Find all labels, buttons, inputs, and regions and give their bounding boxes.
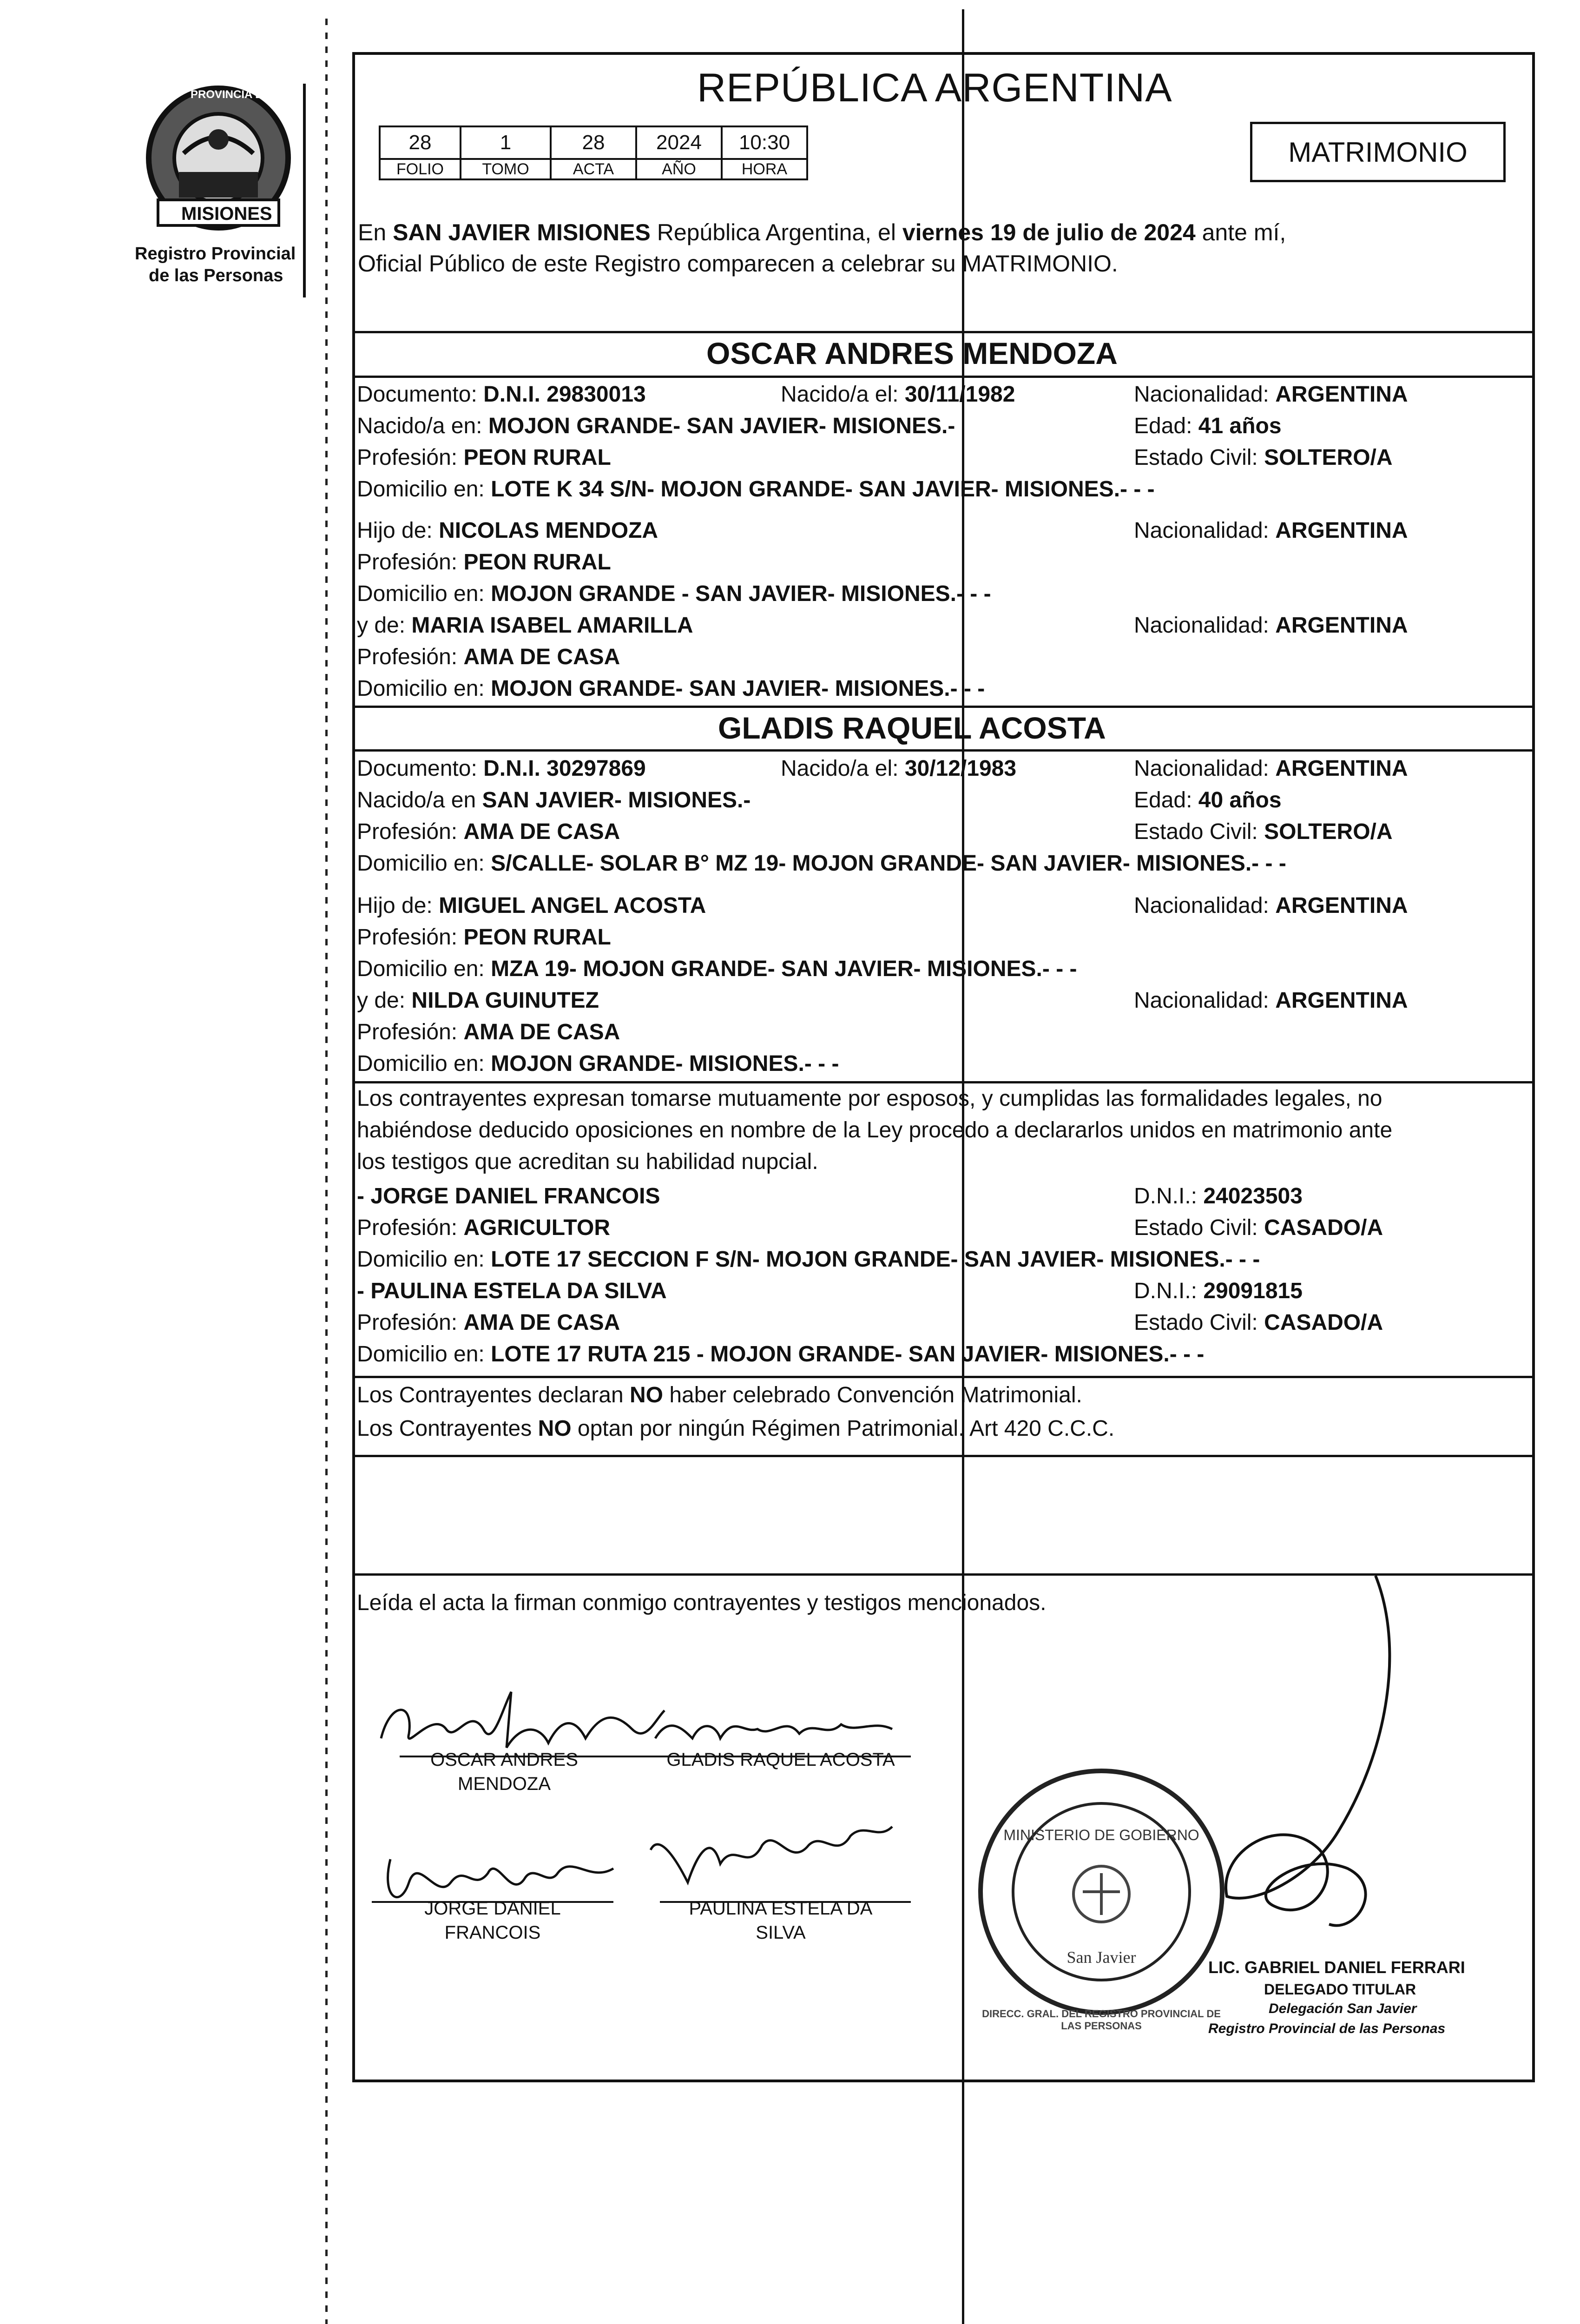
groom-father-profession: Profesión: PEON RURAL bbox=[357, 550, 611, 574]
bride-signature-name: GLADIS RAQUEL ACOSTA bbox=[666, 1750, 895, 1770]
groom-mother-profession: Profesión: AMA DE CASA bbox=[357, 645, 620, 669]
bride-father-profession: Profesión: PEON RURAL bbox=[357, 925, 611, 950]
regime-line-2: Los Contrayentes NO optan por ningún Régimen Patrimonial. Art 420 C.C.C. bbox=[357, 1416, 1115, 1441]
bride-name: GLADIS RAQUEL ACOSTA bbox=[718, 711, 1106, 745]
official-office: Delegación San Javier bbox=[1269, 2001, 1417, 2016]
margin-dots bbox=[325, 19, 328, 2324]
groom-age: Edad: 41 años bbox=[1134, 414, 1282, 438]
divider bbox=[352, 376, 1535, 378]
groom-nationality: Nacionalidad: ARGENTINA bbox=[1134, 382, 1408, 407]
witness-2-profession: Profesión: AMA DE CASA bbox=[357, 1310, 620, 1335]
divider bbox=[352, 331, 1535, 333]
bride-birthdate: Nacido/a el: 30/12/1983 bbox=[781, 756, 1017, 781]
declaration-line-3: los testigos que acreditan su habilidad nupcial. bbox=[357, 1149, 818, 1174]
bride-civil-status: Estado Civil: SOLTERO/A bbox=[1134, 819, 1393, 844]
groom-signature-name: OSCAR ANDRES MENDOZA bbox=[430, 1750, 578, 1794]
witness-2-civil-status: Estado Civil: CASADO/A bbox=[1134, 1310, 1383, 1335]
registry-name-2: de las Personas bbox=[149, 266, 283, 285]
divider bbox=[352, 706, 1535, 708]
official-name: LIC. GABRIEL DANIEL FERRARI bbox=[1208, 1958, 1465, 1977]
bride-nationality: Nacionalidad: ARGENTINA bbox=[1134, 756, 1408, 781]
witness-2-signature bbox=[641, 1803, 902, 1906]
groom-mother: y de: MARIA ISABEL AMARILLA bbox=[357, 613, 693, 638]
witness-1-signature-name: JORGE DANIEL FRANCOIS bbox=[424, 1898, 561, 1943]
closing-statement: Leída el acta la firman conmigo contrayentes y testigos mencionados. bbox=[357, 1591, 1047, 1615]
bride-mother: y de: NILDA GUINUTEZ bbox=[357, 988, 599, 1013]
margin-rule bbox=[303, 84, 306, 297]
country-title: REPÚBLICA ARGENTINA bbox=[697, 66, 1172, 110]
groom-father-nationality: Nacionalidad: ARGENTINA bbox=[1134, 518, 1408, 543]
bride-mother-address: Domicilio en: MOJON GRANDE- MISIONES.- - - bbox=[357, 1051, 839, 1076]
groom-address: Domicilio en: LOTE K 34 S/N- MOJON GRANDE- SAN JAVIER- MISIONES.- - - bbox=[357, 477, 1155, 502]
folio-label: FOLIO bbox=[380, 159, 461, 179]
groom-birthplace: Nacido/a en: MOJON GRANDE- SAN JAVIER- MISIONES.- bbox=[357, 414, 955, 438]
official-org: Registro Provincial de las Personas bbox=[1208, 2021, 1446, 2036]
record-type-box bbox=[1250, 122, 1506, 182]
divider bbox=[352, 749, 1535, 752]
hora-label: HORA bbox=[722, 159, 807, 179]
hora-value: 10:30 bbox=[722, 126, 807, 159]
groom-mother-nationality: Nacionalidad: ARGENTINA bbox=[1134, 613, 1408, 638]
groom-father: Hijo de: NICOLAS MENDOZA bbox=[357, 518, 658, 543]
groom-civil-status: Estado Civil: SOLTERO/A bbox=[1134, 445, 1393, 470]
witness-1-civil-status: Estado Civil: CASADO/A bbox=[1134, 1215, 1383, 1240]
regime-line-1: Los Contrayentes declaran NO haber celebrado Convención Matrimonial. bbox=[357, 1383, 1082, 1407]
acta-value: 28 bbox=[551, 126, 636, 159]
intro-line-2: Oficial Público de este Registro comparecen a celebrar su MATRIMONIO. bbox=[358, 251, 1118, 277]
groom-birthdate: Nacido/a el: 30/11/1982 bbox=[781, 382, 1015, 407]
groom-father-address: Domicilio en: MOJON GRANDE - SAN JAVIER- MISIONES.- - - bbox=[357, 581, 991, 606]
bride-father: Hijo de: MIGUEL ANGEL ACOSTA bbox=[357, 893, 706, 918]
official-title: DELEGADO TITULAR bbox=[1264, 1981, 1416, 1998]
tomo-value: 1 bbox=[461, 126, 551, 159]
divider bbox=[352, 1376, 1535, 1378]
bride-profession: Profesión: AMA DE CASA bbox=[357, 819, 620, 844]
bride-age: Edad: 40 años bbox=[1134, 788, 1282, 812]
declaration-line-1: Los contrayentes expresan tomarse mutuamente por esposos, y cumplidas las formalidades legales, no bbox=[357, 1086, 1382, 1111]
declaration-line-2: habiéndose deducido oposiciones en nombre de la Ley procedo a declararlos unidos en matrimonio ante bbox=[357, 1118, 1393, 1142]
province-logo: PROVINCIA DE MISIONES bbox=[139, 79, 297, 237]
witness-2-address: Domicilio en: LOTE 17 RUTA 215 - MOJON GRANDE- SAN JAVIER- MISIONES.- - - bbox=[357, 1342, 1205, 1367]
ano-value: 2024 bbox=[636, 126, 722, 159]
witness-2-signature-name: PAULINA ESTELA DA SILVA bbox=[689, 1898, 873, 1943]
groom-mother-address: Domicilio en: MOJON GRANDE- SAN JAVIER- MISIONES.- - - bbox=[357, 676, 985, 701]
witness-2-dni: D.N.I.: 29091815 bbox=[1134, 1279, 1303, 1303]
registry-name-1: Registro Provincial bbox=[135, 244, 296, 264]
ano-label: AÑO bbox=[636, 159, 722, 179]
acta-label: ACTA bbox=[551, 159, 636, 179]
bride-mother-profession: Profesión: AMA DE CASA bbox=[357, 1020, 620, 1044]
bride-father-address: Domicilio en: MZA 19- MOJON GRANDE- SAN JAVIER- MISIONES.- - - bbox=[357, 957, 1077, 981]
groom-doc: Documento: D.N.I. 29830013 bbox=[357, 382, 646, 407]
tomo-label: TOMO bbox=[461, 159, 551, 179]
groom-profession: Profesión: PEON RURAL bbox=[357, 445, 611, 470]
record-type: MATRIMONIO bbox=[1288, 136, 1468, 168]
record-fields-table bbox=[379, 125, 808, 180]
bride-mother-nationality: Nacionalidad: ARGENTINA bbox=[1134, 988, 1408, 1013]
groom-name: OSCAR ANDRES MENDOZA bbox=[706, 336, 1118, 370]
folio-value: 28 bbox=[380, 126, 461, 159]
bride-doc: Documento: D.N.I. 30297869 bbox=[357, 756, 646, 781]
witness-1-profession: Profesión: AGRICULTOR bbox=[357, 1215, 610, 1240]
official-seal: DIRECC. GRAL. DEL REGISTRO PROVINCIAL DE LAS PERSONAS MINISTERIO DE GOBIERNO San Javier bbox=[971, 1762, 1231, 2022]
bride-address: Domicilio en: S/CALLE- SOLAR B° MZ 19- MOJON GRANDE- SAN JAVIER- MISIONES.- - - bbox=[357, 851, 1286, 876]
witness-1-address: Domicilio en: LOTE 17 SECCION F S/N- MOJON GRANDE- SAN JAVIER- MISIONES.- - - bbox=[357, 1247, 1260, 1272]
witness-1-dni: D.N.I.: 24023503 bbox=[1134, 1184, 1303, 1208]
witness-1-name: - JORGE DANIEL FRANCOIS bbox=[357, 1184, 660, 1208]
bride-birthplace: Nacido/a en SAN JAVIER- MISIONES.- bbox=[357, 788, 751, 812]
intro-line-1: En SAN JAVIER MISIONES República Argentina, el viernes 19 de julio de 2024 ante mí, bbox=[358, 219, 1286, 245]
bride-father-nationality: Nacionalidad: ARGENTINA bbox=[1134, 893, 1408, 918]
divider bbox=[352, 1455, 1535, 1457]
witness-2-name: - PAULINA ESTELA DA SILVA bbox=[357, 1279, 667, 1303]
divider bbox=[352, 1081, 1535, 1083]
